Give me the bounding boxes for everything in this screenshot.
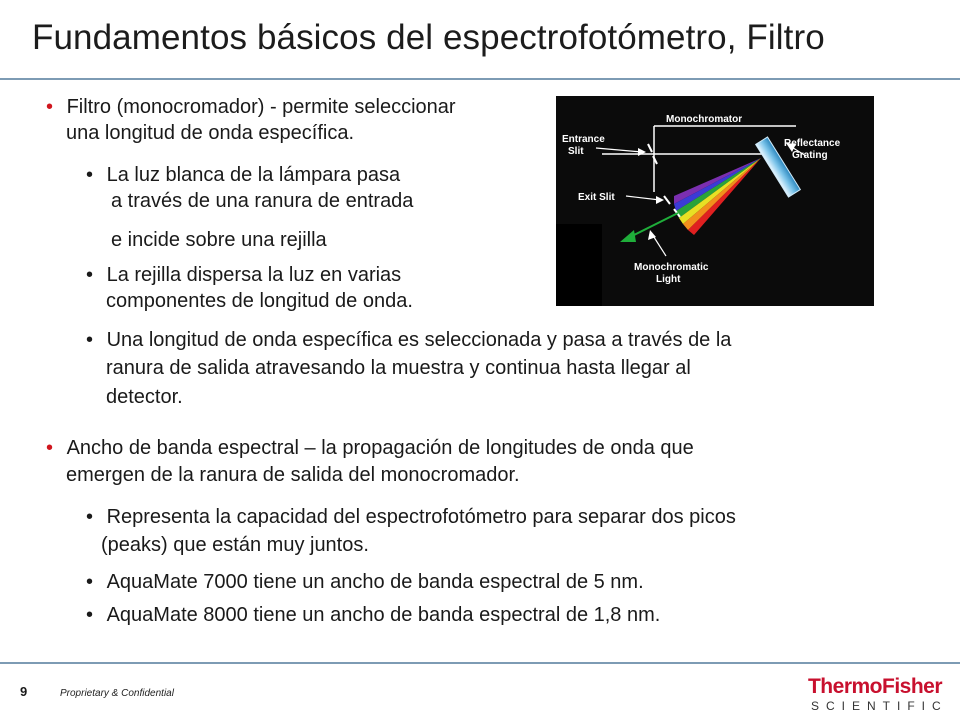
- monochromator-label: Monochromator: [666, 114, 743, 125]
- sub-bullet-text: La rejilla dispersa la luz en varias: [106, 264, 402, 286]
- footer-divider: [0, 662, 960, 664]
- bullet-text-cont: una longitud de onda específica.: [66, 122, 354, 144]
- sub-bullet-text: La luz blanca de la lámpara pasa: [106, 164, 401, 186]
- light-label: Light: [656, 274, 681, 285]
- title-divider: [0, 78, 960, 80]
- sample-block: [556, 224, 602, 306]
- sub-bullet-icon: •: [86, 506, 94, 528]
- grating-label: Grating: [792, 150, 828, 161]
- exit-slit-label: Exit Slit: [578, 192, 615, 203]
- sub-bullet-text-cont: e incide sobre una rejilla: [111, 229, 327, 251]
- sub-bullet-item: [86, 600, 660, 630]
- sub-bullet-text-cont: detector.: [106, 386, 183, 408]
- sub-bullet-icon: •: [86, 264, 94, 286]
- monochromator-diagram: [556, 96, 874, 306]
- bullet-item: [46, 433, 694, 463]
- sub-bullet-text: AquaMate 8000 tiene un ancho de banda espectral de 1,8 nm.: [106, 604, 661, 626]
- confidential-notice: Proprietary & Confidential: [60, 688, 174, 699]
- slide-title: Fundamentos básicos del espectrofotómetro, Filtro: [32, 18, 825, 57]
- sub-bullet-item: [86, 567, 644, 597]
- sub-bullet-text: Representa la capacidad del espectrofotómetro para separar dos picos: [106, 506, 736, 528]
- thermo-fisher-logo: [805, 675, 948, 716]
- sub-bullet-icon: •: [86, 329, 94, 351]
- sub-bullet-icon: •: [86, 164, 94, 186]
- slit-label: Slit: [568, 146, 584, 157]
- logo-subtext: SCIENTIFIC: [811, 699, 948, 713]
- bullet-icon: •: [46, 96, 54, 118]
- sub-bullet-icon: •: [86, 604, 94, 626]
- logo-wordmark: ThermoFisher: [807, 675, 943, 698]
- sub-bullet-text: Una longitud de onda específica es seleccionada y pasa a través de la: [106, 329, 732, 351]
- sub-bullet-text: AquaMate 7000 tiene un ancho de banda espectral de 5 nm.: [106, 571, 644, 593]
- page-number: 9: [20, 684, 28, 699]
- sub-bullet-icon: •: [86, 571, 94, 593]
- bullet-icon: •: [46, 437, 54, 459]
- reflectance-label: Reflectance: [784, 138, 841, 149]
- sub-bullet-text-cont: ranura de salida atravesando la muestra y continua hasta llegar al: [106, 357, 691, 379]
- sub-bullet-text-cont: componentes de longitud de onda.: [106, 290, 413, 312]
- monochromatic-label: Monochromatic: [634, 262, 709, 273]
- bullet-text-cont: emergen de la ranura de salida del monocromador.: [66, 464, 520, 486]
- entrance-label: Entrance: [562, 134, 605, 145]
- sub-bullet-text-cont: (peaks) que están muy juntos.: [101, 534, 369, 556]
- sub-bullet-item: [86, 502, 736, 532]
- sub-bullet-item: [86, 325, 731, 355]
- bullet-text: Filtro (monocromador) - permite seleccionar: [66, 96, 456, 118]
- bullet-text: Ancho de banda espectral – la propagación de longitudes de onda que: [66, 437, 694, 459]
- sub-bullet-text-cont: a través de una ranura de entrada: [111, 190, 414, 212]
